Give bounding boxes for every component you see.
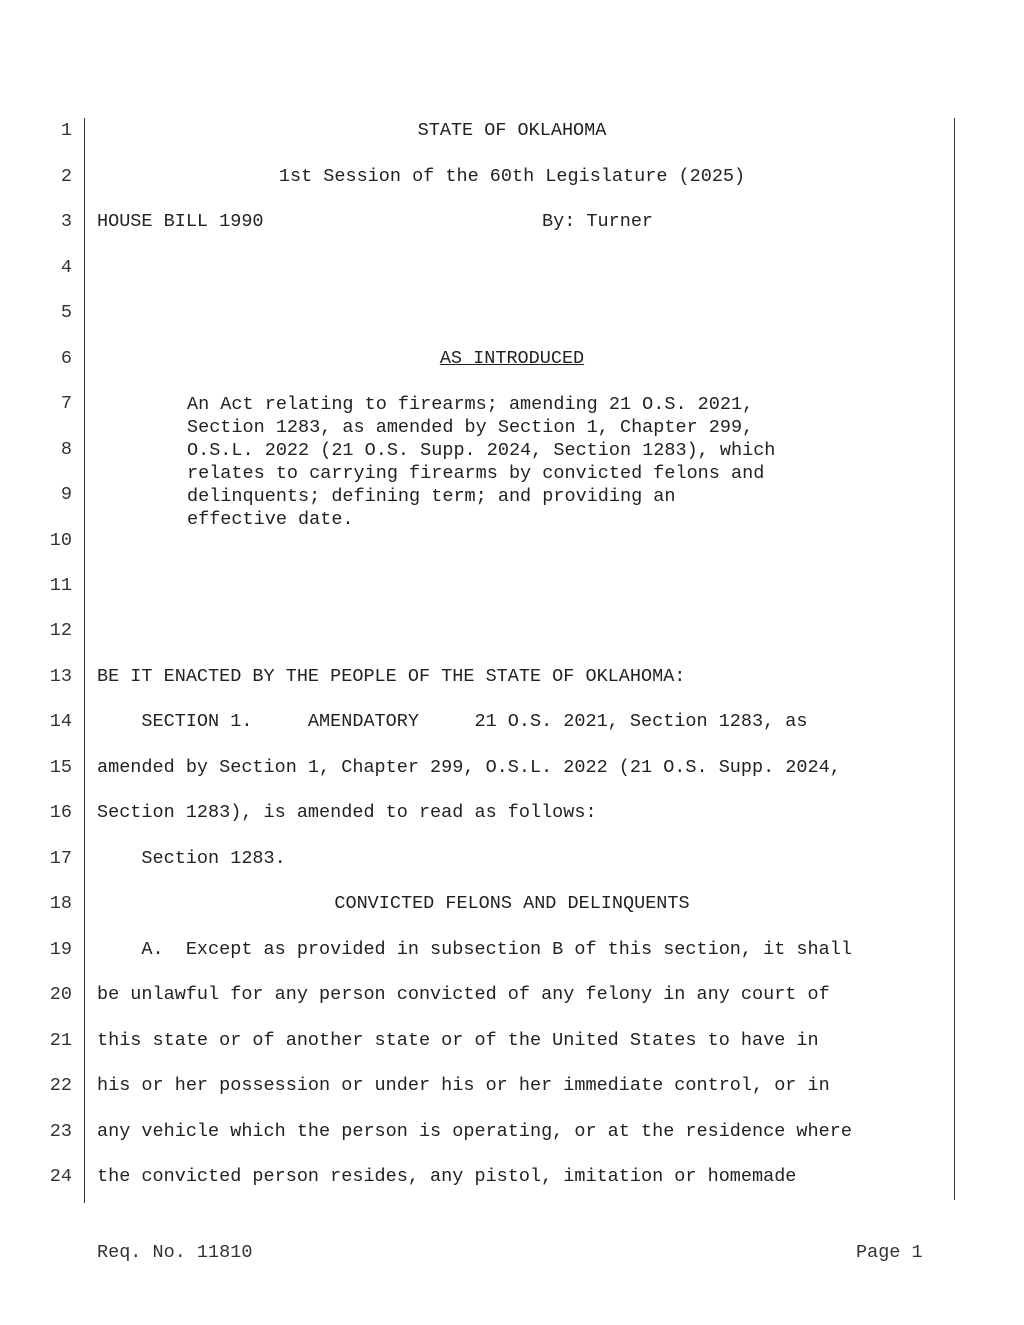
line-number: 16 bbox=[49, 802, 72, 823]
body-line: SECTION 1. AMENDATORY 21 O.S. 2021, Section 1283, as bbox=[97, 711, 808, 732]
status-heading bbox=[97, 348, 927, 370]
line-number: 24 bbox=[49, 1166, 72, 1187]
line-number: 5 bbox=[60, 302, 72, 323]
bill-author: By: Turner bbox=[542, 211, 654, 232]
line-number: 12 bbox=[49, 620, 72, 641]
line-number: 21 bbox=[49, 1030, 72, 1051]
line-number: 20 bbox=[49, 984, 72, 1005]
line-number: 10 bbox=[49, 530, 72, 551]
line-number: 8 bbox=[60, 439, 72, 460]
line-number-column bbox=[40, 0, 72, 1325]
body-line: Section 1283), is amended to read as follows: bbox=[97, 802, 597, 823]
line-number: 7 bbox=[60, 393, 72, 414]
right-margin-rule bbox=[954, 118, 955, 198]
line-number: 9 bbox=[60, 484, 72, 505]
right-margin-rule bbox=[954, 198, 955, 1200]
page-number: Page 1 bbox=[856, 1242, 923, 1263]
line-number: 17 bbox=[49, 848, 72, 869]
bill-number: HOUSE BILL 1990 bbox=[97, 211, 264, 232]
line-number: 23 bbox=[49, 1121, 72, 1142]
line-number: 13 bbox=[49, 666, 72, 687]
session-heading: 1st Session of the 60th Legislature (2025) bbox=[278, 166, 746, 187]
line-number: 1 bbox=[60, 120, 72, 141]
body-line: this state or of another state or of the United States to have in bbox=[97, 1030, 819, 1051]
enacting-clause: BE IT ENACTED BY THE PEOPLE OF THE STATE OF OKLAHOMA: bbox=[97, 666, 686, 687]
body-line: A. Except as provided in subsection B of this section, it shall bbox=[97, 939, 852, 960]
line-number: 22 bbox=[49, 1075, 72, 1096]
section-heading: CONVICTED FELONS AND DELINQUENTS bbox=[334, 893, 690, 914]
state-heading: STATE OF OKLAHOMA bbox=[417, 120, 607, 141]
line-number: 18 bbox=[49, 893, 72, 914]
body-line: his or her possession or under his or her immediate control, or in bbox=[97, 1075, 830, 1096]
line-number: 15 bbox=[49, 757, 72, 778]
left-margin-rule bbox=[84, 118, 85, 1203]
line-number: 6 bbox=[60, 348, 72, 369]
status-label: AS INTRODUCED bbox=[439, 348, 585, 369]
line-number: 3 bbox=[60, 211, 72, 232]
line-number: 19 bbox=[49, 939, 72, 960]
line-number: 4 bbox=[60, 257, 72, 278]
line-number: 2 bbox=[60, 166, 72, 187]
line-number: 11 bbox=[49, 575, 72, 596]
body-line: be unlawful for any person convicted of any felony in any court of bbox=[97, 984, 830, 1005]
request-number: Req. No. 11810 bbox=[97, 1242, 253, 1263]
body-line: any vehicle which the person is operating, or at the residence where bbox=[97, 1121, 852, 1142]
body-line: the convicted person resides, any pistol, imitation or homemade bbox=[97, 1166, 797, 1187]
body-line: amended by Section 1, Chapter 299, O.S.L. 2022 (21 O.S. Supp. 2024, bbox=[97, 757, 841, 778]
line-number: 14 bbox=[49, 711, 72, 732]
bill-title-paragraph: An Act relating to firearms; amending 21 O.S. 2021, Section 1283, as amended by Section 1, Chapter 299, O.S.L. 2022 (21 O.S. Supp. 2024, Section 1283), which relates to carrying firearms by convicted felons and delinquents; defining term; and providing an effective date. bbox=[187, 394, 776, 530]
body-line: Section 1283. bbox=[97, 848, 286, 869]
